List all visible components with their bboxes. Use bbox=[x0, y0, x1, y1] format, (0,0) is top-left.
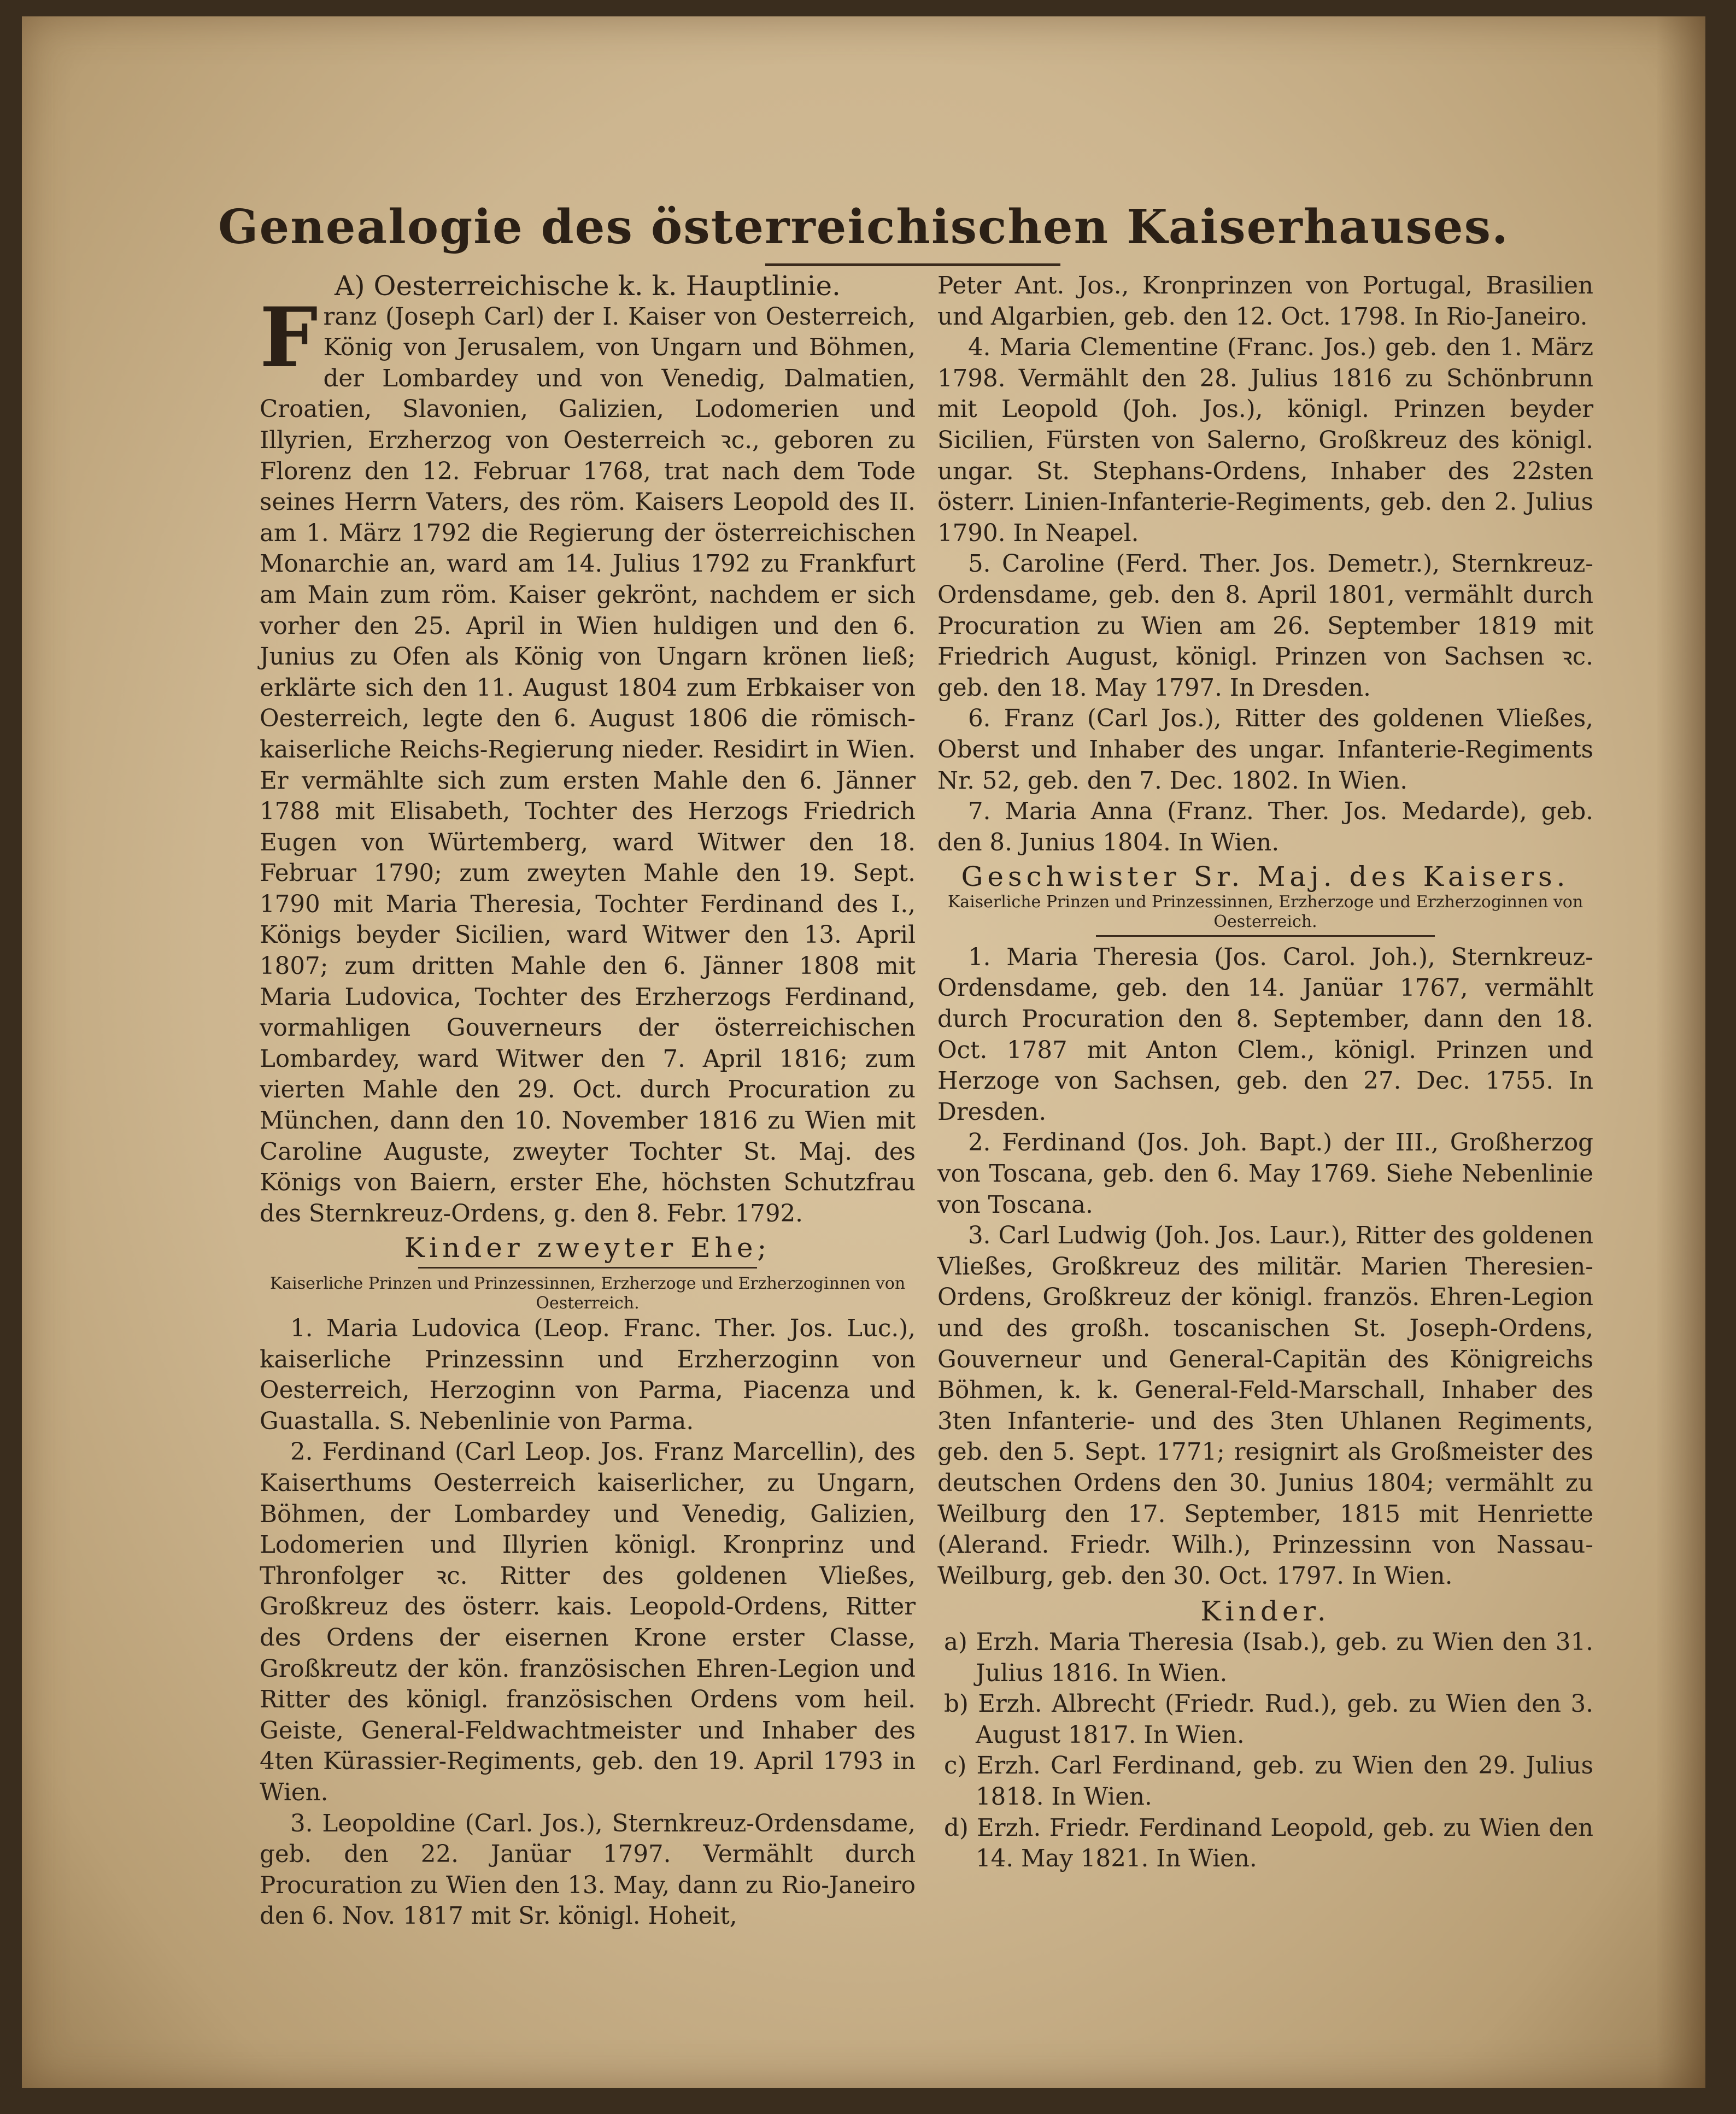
page-edge-shadow bbox=[1656, 16, 1705, 2088]
child-entry: 3. Leopoldine (Carl. Jos.), Sternkreuz-Ordensdame, geb. den 22. Janüar 1797. Vermählt durch Procuration zu Wien den 13. May, dann zu Rio-Janeiro den 6. Nov. 1817 mit Sr. königl. Hoheit, bbox=[260, 1810, 916, 1930]
title-rule bbox=[765, 263, 1060, 266]
siblings-subheading: Kaiserliche Prinzen und Prinzessinnen, Erzherzoge und Erzherzoginnen von Oesterreich. bbox=[947, 892, 1583, 931]
sibling-entry: 1. Maria Theresia (Jos. Carol. Joh.), Sternkreuz-Ordensdame, geb. den 14. Janüar 1767, vermählt durch Procuration den 8. September, dann den 18. Oct. 1787 mit Anton Clem., königl. Prinzen und Herzoge von Sachsen, geb. den 27. Dec. 1755. In Dresden. bbox=[937, 943, 1593, 1126]
sibling-entry: 3. Carl Ludwig (Joh. Jos. Laur.), Ritter des goldenen Vließes, Großkreuz des militär. Marien Theresien-Ordens, Großkreuz der königl. französ. Ehren-Legion und des großh. toscanischen St. Joseph-Ordens, Gouverneur und General-Capitän des Königreichs Böhmen, k. k. General-Feld-Marschall, Inhaber des 3ten Infanterie- und des 3ten Uhlanen Regiments, geb. den 5. Sept. 1771; resignirt als Großmeister des deutschen Ordens den 30. Junius 1804; vermählt zu Weilburg den 17. September, 1815 mit Henriette (Alerand. Friedr. Wilh.), Prinzessinn von Nassau-Weilburg, geb. den 30. Oct. 1797. In Wien. bbox=[937, 1222, 1593, 1590]
child-entry: 4. Maria Clementine (Franc. Jos.) geb. den 1. März 1798. Vermählt den 28. Julius 1816 zu Schönbrunn mit Leopold (Joh. Jos.), königl. Prinzen beyder Sicilien, Fürsten von Salerno, Großkreuz des königl. ungar. St. Stephans-Ordens, Inhaber des 22sten österr. Linien-Infanterie-Regiments, geb. den 2. Julius 1790. In Neapel. bbox=[937, 334, 1593, 547]
child-entry: 2. Ferdinand (Carl Leop. Jos. Franz Marcellin), des Kaiserthums Oesterreich kaiserlicher, zu Ungarn, Böhmen, der Lombardey und Venedig, Galizien, Lodomerien und Illyrien königl. Kronprinz und Thronfolger ꝛc. Ritter des goldenen Vließes, Großkreuz des österr. kais. Leopold-Ordens, Ritter des Ordens der eisernen Krone erster Classe, Großkreutz der kön. französischen Ehren-Legion und Ritter des königl. französischen Ordens vom heil. Geiste, General-Feldwachtmeister und Inhaber des 4ten Kürassier-Regiments, geb. den 19. April 1793 in Wien. bbox=[260, 1438, 916, 1806]
sibling-entry: 2. Ferdinand (Jos. Joh. Bapt.) der III., Großherzog von Toscana, geb. den 6. May 1769. Siehe Nebenlinie von Toscana. bbox=[937, 1129, 1593, 1219]
right-column bbox=[937, 271, 1593, 1875]
kinder-entry: d) Erzh. Friedr. Ferdinand Leopold, geb. zu Wien den 14. May 1821. In Wien. bbox=[944, 1814, 1593, 1873]
intro-text: ranz (Joseph Carl) der I. Kaiser von Oesterreich, König von Jerusalem, von Ungarn und Böhmen, der Lombardey und von Venedig, Dalmatien, Croatien, Slavonien, Galizien, Lodomerien und Illyrien, Erzherzog von Oesterreich ꝛc., geboren zu Florenz den 12. Februar 1768, trat nach dem Tode seines Herrn Vaters, des röm. Kaisers Leopold des II. am 1. März 1792 die Regierung der österreichischen Monarchie an, ward am 14. Julius 1792 zu Frankfurt am Main zum röm. Kaiser gekrönt, nachdem er sich vorher den 25. April in Wien huldigen und den 6. Junius zu Ofen als König von Ungarn krönen ließ; erklärte sich den 11. August 1804 zum Erbkaiser von Oesterreich, legte den 6. August 1806 die römisch-kaiserliche Reichs-Regierung nieder. Residirt in Wien. Er vermählte sich zum ersten Mahle den 6. Jänner 1788 mit Elisabeth, Tochter des Herzogs Friedrich Eugen von Würtemberg, ward Witwer den 18. Februar 1790; zum zweyten Mahle den 19. Sept. 1790 mit Maria Theresia, Tochter Ferdinand des I., Königs beyder Sicilien, ward Witwer den 13. April 1807; zum dritten Mahle den 6. Jänner 1808 mit Maria Ludovica, Tochter des Erzherzogs Ferdinand, vormahligen Gouverneurs der österreichischen Lombardey, ward Witwer den 7. April 1816; zum vierten Mahle den 29. Oct. durch Procuration zu München, dann den 10. November 1816 zu Wien mit Caroline Auguste, zweyter Tochter St. Maj. des Königs von Baiern, erster Ehe, höchsten Schutzfrau des Sternkreuz-Ordens, g. den 8. Febr. 1792. bbox=[260, 303, 916, 1228]
page-title: Genealogie des österreichischen Kaiserhauses. bbox=[218, 199, 1509, 255]
siblings-heading: Geschwister Sr. Maj. des Kaisers. bbox=[961, 861, 1570, 893]
section-heading-a: A) Oesterreichische k. k. Hauptlinie. bbox=[335, 270, 841, 302]
kinder-entry: a) Erzh. Maria Theresia (Isab.), geb. zu Wien den 31. Julius 1816. In Wien. bbox=[944, 1628, 1593, 1687]
drop-cap: F bbox=[260, 289, 318, 386]
kinder-entry: c) Erzh. Carl Ferdinand, geb. zu Wien den 29. Julius 1818. In Wien. bbox=[944, 1752, 1593, 1811]
continuation-text: Peter Ant. Jos., Kronprinzen von Portugal, Brasilien und Algarbien, geb. den 12. Oct. 1798. In Rio-Janeiro. bbox=[937, 272, 1593, 331]
kinder-heading: Kinder. bbox=[1200, 1595, 1330, 1628]
intro-paragraph bbox=[260, 289, 916, 1230]
children-rule bbox=[418, 1267, 757, 1269]
child-entry: 5. Caroline (Ferd. Ther. Jos. Demetr.), Sternkreuz-Ordensdame, geb. den 8. April 1801, vermählt durch Procuration zu Wien am 26. September 1819 mit Friedrich August, königl. Prinzen von Sachsen ꝛc. geb. den 18. May 1797. In Dresden. bbox=[937, 550, 1593, 702]
children-heading: Kinder zweyter Ehe; bbox=[404, 1232, 771, 1264]
child-entry: 7. Maria Anna (Franz. Ther. Jos. Medarde), geb. den 8. Junius 1804. In Wien. bbox=[937, 798, 1593, 856]
child-entry: 1. Maria Ludovica (Leop. Franc. Ther. Jos. Luc.), kaiserliche Prinzessinn und Erzherzoginn von Oesterreich, Herzoginn von Parma, Piacenza und Guastalla. S. Nebenlinie von Parma. bbox=[260, 1315, 916, 1435]
siblings-rule bbox=[1096, 935, 1435, 937]
kinder-entry: b) Erzh. Albrecht (Friedr. Rud.), geb. zu Wien den 3. August 1817. In Wien. bbox=[944, 1690, 1593, 1749]
child-entry: 6. Franz (Carl Jos.), Ritter des goldenen Vließes, Oberst und Inhaber des ungar. Infanterie-Regiments Nr. 52, geb. den 7. Dec. 1802. In Wien. bbox=[937, 705, 1593, 795]
children-subheading: Kaiserliche Prinzen und Prinzessinnen, Erzherzoge und Erzherzoginnen von Oesterreich. bbox=[269, 1274, 906, 1313]
document-page bbox=[22, 16, 1705, 2088]
left-column bbox=[260, 271, 916, 1932]
